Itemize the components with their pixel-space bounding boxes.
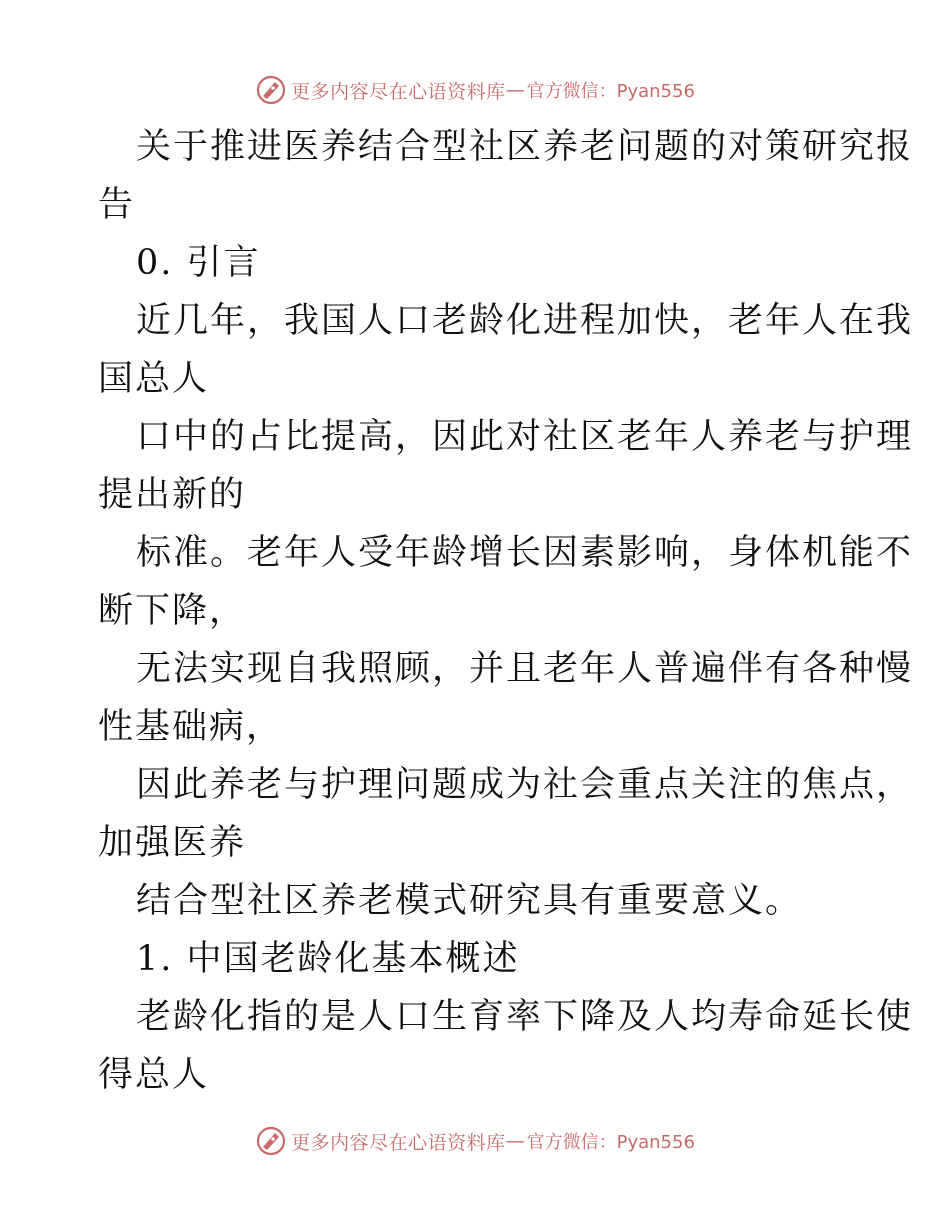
pen-nib-logo-icon xyxy=(255,1125,287,1157)
text-line: 标准。老年人受年龄增长因素影响，身体机能不 xyxy=(136,533,914,573)
watermark-wechat: 官方微信：Pyan556 xyxy=(526,1132,695,1153)
watermark-wechat: 官方微信：Pyan556 xyxy=(526,81,695,102)
text-line: 关于推进医养结合型社区养老问题的对策研究报 xyxy=(136,127,914,167)
text-line: 口中的占比提高，因此对社区老年人养老与护理 xyxy=(136,417,914,457)
text-line: 提出新的 xyxy=(98,475,247,515)
document-body xyxy=(98,118,914,1104)
footer-watermark xyxy=(0,1121,950,1161)
text-line: 国总人 xyxy=(98,359,210,399)
text-line: 得总人 xyxy=(98,1055,210,1095)
text-line: 近几年，我国人口老龄化进程加快，老年人在我 xyxy=(136,301,914,341)
text-line: 因此养老与护理问题成为社会重点关注的焦点， xyxy=(136,765,914,805)
text-line: 结合型社区养老模式研究具有重要意义。 xyxy=(136,881,803,921)
text-line: 0. 引言 xyxy=(136,243,261,283)
watermark-separator: — xyxy=(505,1130,525,1152)
text-line: 加强医养 xyxy=(98,823,247,863)
text-line: 无法实现自我照顾，并且老年人普遍伴有各种慢 xyxy=(136,649,914,689)
watermark-text: 更多内容尽在心语资料库 xyxy=(291,1131,506,1154)
text-line: 性基础病， xyxy=(98,707,284,747)
watermark-separator: — xyxy=(505,79,525,101)
pen-nib-logo-icon xyxy=(255,74,287,106)
text-line: 断下降， xyxy=(98,591,247,631)
section-heading: 1. 中国老龄化基本概述 xyxy=(136,939,520,979)
text-line: 告 xyxy=(98,185,136,225)
header-watermark xyxy=(0,70,950,110)
watermark-text: 更多内容尽在心语资料库 xyxy=(291,80,506,103)
text-line: 老龄化指的是人口生育率下降及人均寿命延长使 xyxy=(136,997,914,1037)
